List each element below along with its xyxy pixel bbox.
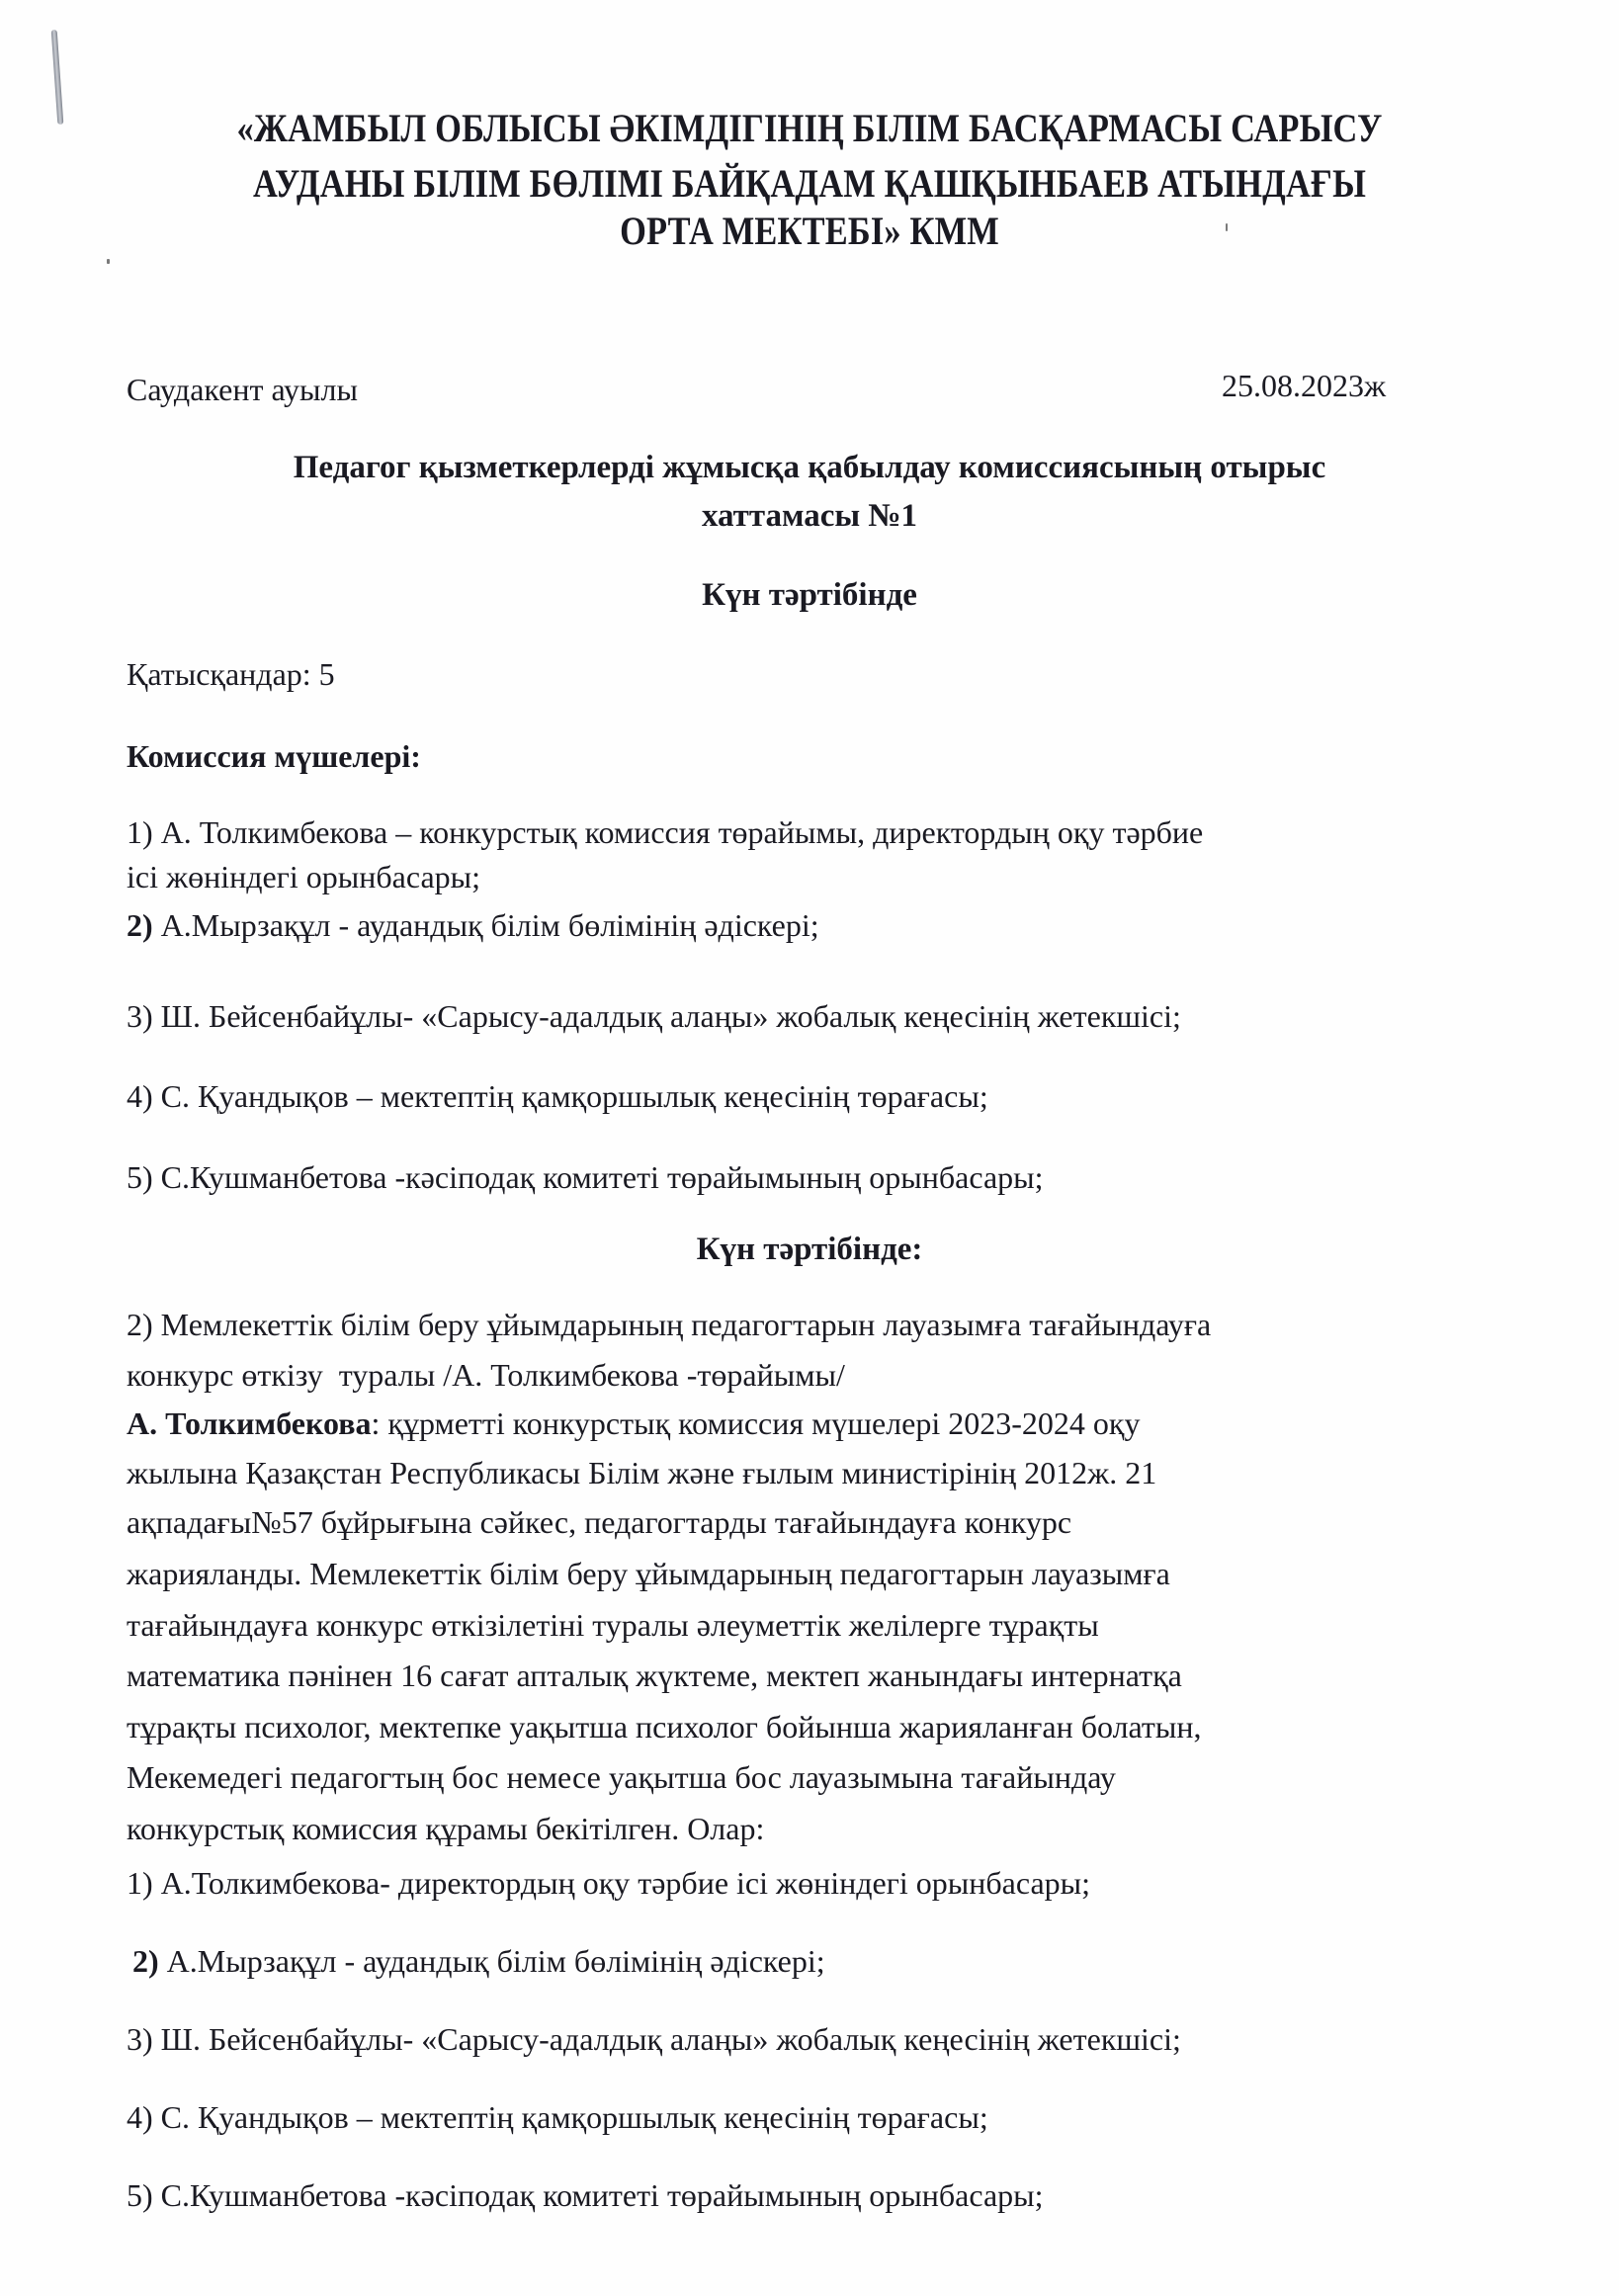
member-item-3 [127,1000,1181,1032]
member-number: 4) [127,2099,153,2135]
member-item-2 [127,909,819,941]
member-number: 2) [127,907,153,943]
speech-line-6: математика пәнінен 16 сағат апталық жүктеме, мектеп жанындағы интернатқа [127,1658,1182,1693]
speech-line-7: тұрақты психолог, мектепке уақытша психолог бойынша жарияланған болатын, [127,1709,1202,1744]
members-heading: Комиссия мүшелері: [127,738,421,774]
member-repeat-5 [127,2179,1044,2211]
member-text: С.Кушманбетова -кәсіподақ комитеті төрайымының орынбасары; [160,1159,1044,1195]
member-text: С. Қуандықов – мектептің қамқоршылық кеңесінің төрағасы; [160,1078,988,1114]
member-text: Ш. Бейсенбайұлы- «Сарысу-адалдық алаңы» жобалық кеңесінің жетекшісі; [160,2021,1181,2057]
speech-line-4: жарияланды. Мемлекеттік білім беру ұйымдарының педагогтарын лауазымға [127,1556,1170,1591]
member-repeat-3 [127,2023,1181,2055]
member-text: А.Толкимбекова- директордың оқу тәрбие ісі жөніндегі орынбасары; [160,1865,1091,1901]
member-number: 5) [127,1159,153,1195]
agenda-item-line-2: конкурс өткізу туралы /А. Толкимбекова -төрайымы/ [127,1357,845,1393]
document-date: 25.08.2023ж [1222,368,1387,403]
speaker-name: А. Толкимбекова [127,1405,372,1441]
agenda-heading: Күн тәртібінде [702,577,917,613]
member-number: 1) [127,814,153,850]
member-item-1-cont: ісі жөніндегі орынбасары; [127,859,481,894]
place-label: Саудакент ауылы [127,372,358,407]
agenda-item-line-1: 2) Мемлекеттік білім беру ұйымдарының педагогтарын лауазымға тағайындауға [127,1307,1212,1342]
member-text: А.Мырзақұл - аудандық білім бөлімінің әдіскері; [160,907,819,943]
agenda-heading-2: Күн тәртібінде: [696,1232,923,1267]
speech-line-5: тағайындауға конкурс өткізілетіні туралы әлеуметтік желілерге тұрақты [127,1607,1099,1643]
attendees-count: Қатысқандар: 5 [127,656,335,692]
member-text: С. Қуандықов – мектептің қамқоршылық кеңесінің төрағасы; [160,2099,988,2135]
member-text: А.Мырзақұл - аудандық білім бөлімінің әдіскері; [166,1943,825,1979]
member-text: С.Кушманбетова -кәсіподақ комитеті төрайымының орынбасары; [160,2177,1044,2213]
speech-line-9: конкурстық комиссия құрамы бекітілген. Олар: [127,1811,765,1846]
speech-line-1 [127,1407,1140,1439]
protocol-title-line-2: хаттамасы №1 [701,498,918,534]
member-number: 5) [127,2177,153,2213]
speech-line-8: Мекемедегі педагогтың бос немесе уақытша бос лауазымына тағайындау [127,1759,1116,1795]
org-title-line-2: АУДАНЫ БІЛІМ БӨЛІМІ БАЙҚАДАМ ҚАШҚЫНБАЕВ АТЫНДАҒЫ [252,161,1367,206]
member-item-4 [127,1080,988,1112]
protocol-title-line-1: Педагог қызметкерлерді жұмысқа қабылдау комиссиясының отырыс [293,450,1326,485]
member-item-1 [127,816,1203,848]
member-text: А. Толкимбекова – конкурстық комиссия төрайымы, директордың оқу тәрбие [160,814,1204,850]
member-repeat-2 [132,1945,825,1977]
member-repeat-1 [127,1867,1090,1899]
speech-line-3: ақпадағы№57 бұйрығына сәйкес, педагогтарды тағайындауға конкурс [127,1504,1072,1540]
member-number: 4) [127,1078,153,1114]
scan-speck [107,259,110,264]
speech-text: : құрметті конкурстық комиссия мүшелері 2023-2024 оқу [371,1405,1141,1441]
member-repeat-4 [127,2101,988,2133]
org-title-line-3: ОРТА МЕКТЕБІ» КММ [620,209,999,253]
member-number: 1) [127,1865,153,1901]
speech-line-2: жылына Қазақстан Республикасы Білім және ғылым министірінің 2012ж. 21 [127,1455,1157,1490]
member-text: Ш. Бейсенбайұлы- «Сарысу-адалдық алаңы» жобалық кеңесінің жетекшісі; [160,998,1181,1034]
member-item-5 [127,1161,1044,1193]
staple-mark [51,30,64,125]
org-title-line-1: «ЖАМБЫЛ ОБЛЫСЫ ӘКІМДІГІНІҢ БІЛІМ БАСҚАРМАСЫ САРЫСУ [236,106,1383,150]
member-number: 3) [127,998,153,1034]
member-number: 3) [127,2021,153,2057]
member-number: 2) [132,1943,159,1979]
